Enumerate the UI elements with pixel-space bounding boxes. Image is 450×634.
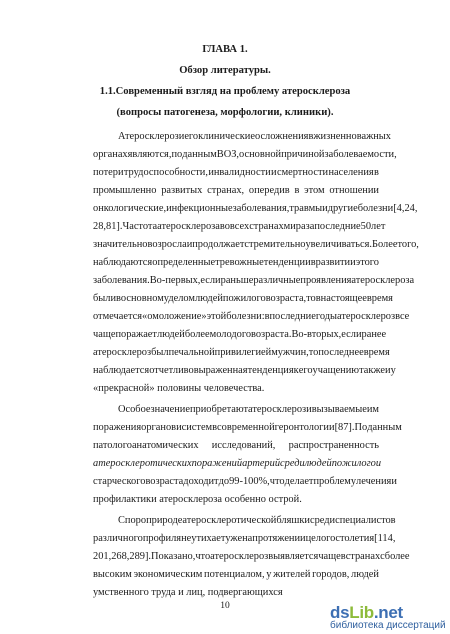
word: болезни:	[226, 311, 265, 322]
paragraph-line	[118, 514, 396, 527]
word: среди	[280, 458, 305, 469]
word: промышленно	[93, 185, 157, 196]
word: время	[363, 347, 390, 358]
paragraph-line-italic	[93, 457, 382, 470]
word: мужчин,	[271, 347, 309, 358]
word: также	[359, 365, 386, 376]
word: осложнения	[254, 131, 309, 142]
word: значительно	[93, 239, 148, 250]
word: у	[390, 365, 396, 376]
word: настоящее	[320, 293, 367, 304]
word: все	[395, 311, 410, 322]
word: за	[305, 221, 315, 232]
word: вызываемые	[311, 404, 367, 415]
word: столетия	[335, 533, 375, 544]
word: геронтологии	[274, 422, 335, 433]
paragraph-line	[93, 532, 396, 545]
word: продолжает	[192, 239, 245, 250]
word: среди	[309, 515, 336, 526]
word: инфекционные	[166, 203, 233, 214]
word: и	[178, 131, 185, 142]
word: и	[322, 203, 328, 214]
word: в	[212, 422, 218, 433]
word: о	[140, 515, 147, 526]
word: людей	[351, 569, 379, 580]
word: атеросклероз	[210, 551, 269, 562]
word: развитых	[161, 185, 203, 196]
word: исследований,	[211, 440, 276, 451]
word: годы	[315, 311, 337, 322]
word: уже	[225, 533, 243, 544]
word: у	[266, 569, 272, 580]
word: протяжении	[252, 533, 306, 544]
word: атеросклероз	[248, 404, 307, 415]
word: в	[340, 551, 346, 562]
word: определенные	[152, 257, 216, 268]
word: Особое	[118, 404, 151, 415]
word: и	[375, 458, 382, 469]
word: [87].	[334, 422, 355, 433]
word: По	[354, 422, 368, 433]
word: возраста	[145, 476, 184, 487]
word: онкологические,	[93, 203, 167, 214]
word: артерий	[242, 458, 281, 469]
word: если	[341, 329, 362, 340]
word: утихает	[191, 533, 226, 544]
paragraph-line	[93, 220, 386, 233]
word: населения	[328, 167, 374, 178]
word: другие	[327, 203, 358, 214]
word: развитии	[315, 257, 356, 268]
word: заболевания,	[232, 203, 290, 214]
word: жителей	[273, 569, 311, 580]
word: людей	[156, 329, 185, 340]
word: данным	[367, 422, 402, 433]
word: поражений	[191, 458, 243, 469]
word: старческого	[93, 476, 146, 487]
word: Более	[372, 239, 398, 250]
word: клинические	[198, 131, 255, 142]
word: на	[242, 533, 253, 544]
word: этого	[355, 257, 379, 268]
word: инвалидности	[208, 167, 271, 178]
word: этом	[304, 185, 325, 196]
word: в	[374, 167, 379, 178]
word: Во-первых,	[149, 275, 201, 286]
watermark-logo	[330, 604, 448, 634]
word: им	[366, 404, 379, 415]
paragraph-line	[93, 475, 397, 488]
word: что	[269, 476, 285, 487]
paragraph-line	[93, 202, 418, 215]
word: странах,	[207, 185, 245, 196]
word: в	[315, 293, 321, 304]
word: целого	[305, 533, 336, 544]
word: травмы	[289, 203, 323, 214]
word: возраста,	[265, 293, 307, 304]
word: и	[306, 404, 312, 415]
paragraph-line	[93, 421, 402, 434]
paragraph-line	[93, 346, 390, 359]
paragraph-line	[118, 403, 379, 416]
word: органах	[93, 149, 128, 160]
word: данным	[182, 149, 217, 160]
word: пожилого	[331, 458, 376, 469]
section-subheading: (вопросы патогенеза, морфологии, клиники).	[116, 107, 334, 118]
word: наблюдается	[93, 365, 150, 376]
word: по	[171, 149, 183, 160]
word: делает	[284, 476, 314, 487]
word: высоким	[93, 569, 132, 580]
word: атеросклероза	[157, 221, 220, 232]
word: приобретают	[189, 404, 249, 415]
word: экономическим	[133, 569, 203, 580]
paragraph-line	[93, 310, 410, 323]
word: 268,	[111, 551, 130, 562]
paragraph-line-last: профилактики атеросклероза особенно острой.	[93, 494, 302, 505]
paragraph-line	[93, 148, 397, 161]
word: к	[293, 365, 299, 376]
word: болезни	[357, 203, 394, 214]
word: поражает	[115, 329, 157, 340]
word: выраженная	[193, 365, 248, 376]
word: природе	[146, 515, 183, 526]
watermark-net: .net	[373, 603, 403, 622]
word: печальной	[168, 347, 215, 358]
word: и	[385, 365, 391, 376]
word: время	[366, 293, 393, 304]
word: в	[310, 257, 316, 268]
word: возраста.	[251, 329, 292, 340]
watermark-tagline: библиотека диссертаций	[330, 620, 446, 631]
word: специалистов	[335, 515, 396, 526]
word: в	[308, 131, 314, 142]
word: Атеросклероз	[118, 131, 179, 142]
word: бляшки	[276, 515, 310, 526]
word: был	[151, 347, 169, 358]
word: тревожные	[215, 257, 264, 268]
word: и	[271, 167, 277, 178]
word: лечения	[356, 476, 392, 487]
word: Показано,	[151, 551, 196, 562]
word: с	[380, 551, 385, 562]
word: Спор	[118, 515, 141, 526]
word: увеличиваться.	[305, 239, 373, 250]
word: последние	[269, 311, 316, 322]
word: до	[218, 476, 230, 487]
word: атеросклероз	[93, 347, 152, 358]
word: потери	[93, 167, 124, 178]
paragraph-line	[93, 328, 387, 341]
paragraph-line	[93, 550, 410, 563]
word: 50	[360, 221, 372, 232]
word: что	[195, 551, 211, 562]
paragraph-line	[93, 274, 415, 287]
word: ВОЗ,	[216, 149, 240, 160]
word: последнее	[318, 347, 364, 358]
word: его	[184, 131, 199, 142]
word: не	[181, 533, 192, 544]
word: патологоанатомических	[93, 440, 199, 451]
word: [114,	[374, 533, 396, 544]
word: [4,	[393, 203, 405, 214]
word: отношении	[329, 185, 379, 196]
word: опередив	[248, 185, 290, 196]
chapter-title: Обзор литературы.	[179, 65, 271, 76]
word: 99-100%,	[229, 476, 270, 487]
word: и	[176, 422, 182, 433]
word: атеросклеротической	[182, 515, 277, 526]
section-heading: 1.1.Современный взгляд на проблему атеросклероза	[99, 86, 351, 97]
word: проблему	[313, 476, 357, 487]
word: систем	[181, 422, 213, 433]
word: ранее	[361, 329, 387, 340]
word: атеросклероз	[336, 311, 396, 322]
word: основной	[239, 149, 282, 160]
word: органов	[141, 422, 177, 433]
word: если	[200, 275, 221, 286]
watermark-ds: ds	[330, 603, 350, 622]
word: поражения	[93, 422, 142, 433]
word: молодого	[209, 329, 252, 340]
word: «омоложение»	[142, 311, 207, 322]
word: распространенность	[288, 440, 379, 451]
word: тенденции	[263, 257, 311, 268]
word: привилегией	[214, 347, 272, 358]
word: потенциалом,	[204, 569, 265, 580]
word: лет	[371, 221, 386, 232]
word: того,	[397, 239, 419, 250]
word: всех	[229, 221, 250, 232]
word: Во-вторых,	[291, 329, 342, 340]
paragraph-line	[93, 184, 379, 197]
word: чаще	[318, 551, 341, 562]
word: то	[306, 293, 316, 304]
word: в	[294, 185, 300, 196]
word: пожилого	[222, 293, 266, 304]
word: 81].	[106, 221, 123, 232]
word: важных	[356, 131, 391, 142]
word: и	[391, 476, 397, 487]
word: различные	[253, 275, 301, 286]
watermark-lib: Lib	[349, 603, 374, 622]
chapter-heading: ГЛАВА 1.	[202, 44, 248, 55]
word: атеросклеротических	[93, 458, 192, 469]
page-number: 10	[220, 601, 230, 611]
word: в	[116, 293, 121, 304]
paragraph-line-last: «прекрасной» половины человечества.	[93, 383, 265, 394]
paragraph-line-cut: умственного труда и лиц, подвергающихся	[93, 587, 283, 598]
word: являются,	[127, 149, 172, 160]
word: отмечается	[93, 311, 143, 322]
paragraph-line	[93, 256, 379, 269]
word: выявляется	[268, 551, 319, 562]
word: этой	[206, 311, 227, 322]
word: тенденция	[247, 365, 294, 376]
word: учащению	[312, 365, 360, 376]
word: доходит	[183, 476, 219, 487]
word: городов,	[312, 569, 350, 580]
word: и	[186, 239, 193, 250]
word: заболевания.	[93, 275, 150, 286]
word: 289].	[129, 551, 152, 562]
paragraph-line	[93, 364, 396, 377]
word: основном	[120, 293, 164, 304]
word: более	[184, 329, 210, 340]
word: отчетливо	[149, 365, 194, 376]
word: проявления	[300, 275, 352, 286]
word: его	[298, 365, 313, 376]
paragraph-line	[93, 439, 379, 452]
word: наблюдаются	[93, 257, 153, 268]
word: стремительно	[244, 239, 306, 250]
word: современной	[217, 422, 275, 433]
word: 28,	[93, 221, 106, 232]
word: более	[384, 551, 410, 562]
watermark-wordmark	[330, 604, 403, 621]
word: во	[219, 221, 230, 232]
paragraph-line	[93, 238, 419, 251]
word: уделом	[163, 293, 195, 304]
word: 24,	[404, 203, 418, 214]
word: в	[264, 311, 270, 322]
word: профиля	[142, 533, 182, 544]
word: возросла	[147, 239, 187, 250]
word: последние	[314, 221, 361, 232]
word: Частота	[122, 221, 158, 232]
word: атеросклероза	[351, 275, 415, 286]
word: различного	[93, 533, 143, 544]
word: то	[308, 347, 319, 358]
word: были	[93, 293, 117, 304]
word: 201,	[93, 551, 112, 562]
word: причиной	[281, 149, 325, 160]
paragraph-line	[93, 166, 379, 179]
word: жизненно	[313, 131, 357, 142]
paragraph-line	[93, 568, 379, 581]
word: чаще	[93, 329, 116, 340]
paragraph-line	[93, 292, 393, 305]
word: странах	[249, 221, 284, 232]
word: мира	[283, 221, 306, 232]
word: людей	[304, 458, 332, 469]
word: смертности	[276, 167, 329, 178]
word: значение	[150, 404, 190, 415]
word: раньше	[220, 275, 254, 286]
word: людей	[195, 293, 223, 304]
word: заболеваемости,	[324, 149, 397, 160]
word: трудоспособности,	[123, 167, 208, 178]
word: странах	[345, 551, 381, 562]
paragraph-line	[118, 130, 391, 143]
